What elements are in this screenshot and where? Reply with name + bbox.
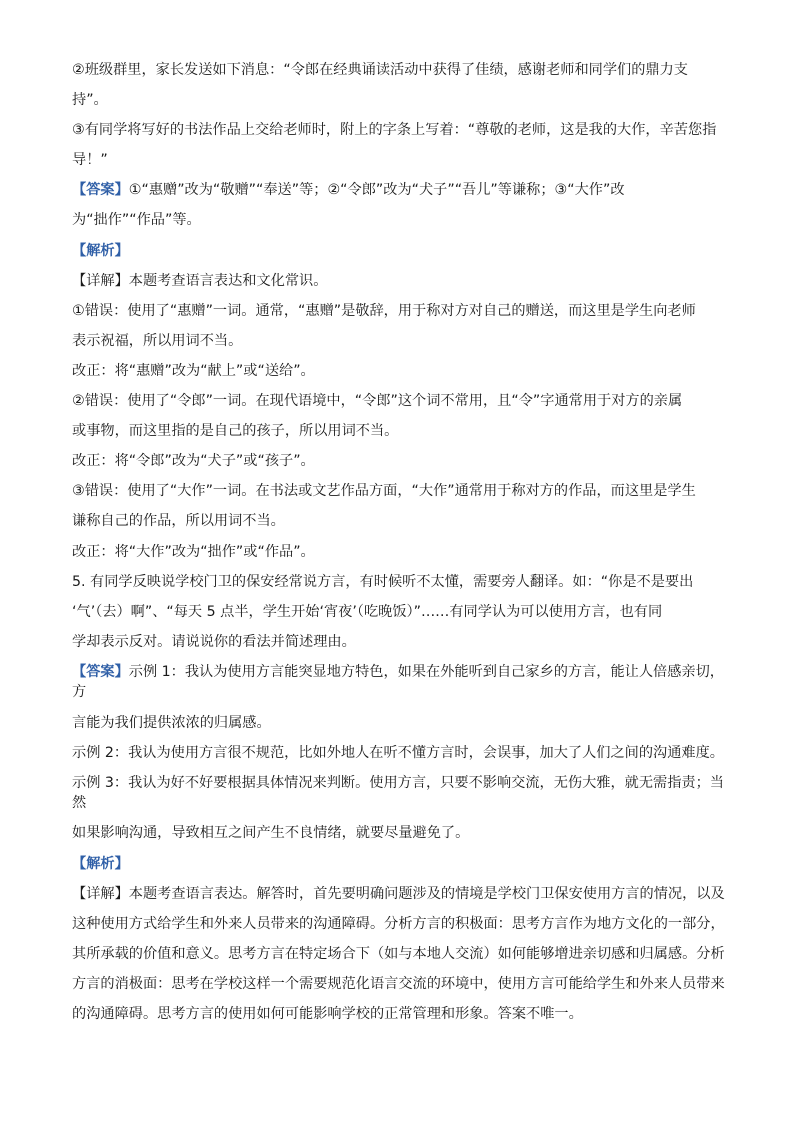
text-line: ①错误：使用了“惠赠”一词。通常，“惠赠”是敬辞，用于称对方对自己的赠送，而这里是学生向老师: [72, 302, 696, 319]
detail-text: 本题考查语言表达。解答时，首先要明确问题涉及的情境是学校门卫保安使用方言的情况，以及: [128, 885, 725, 902]
text-line: 如果影响沟通，导致相互之间产生不良情绪，就要尽量避免了。: [72, 825, 470, 842]
q4-fix-2: 改正：将“令郎”改为“犬子”或“孩子”。: [72, 453, 315, 470]
text-line: 5. 有同学反映说学校门卫的保安经常说方言，有时候听不太懂，需要旁人翻译。如：“你是不是要出: [72, 573, 694, 590]
text-line: [72, 884, 732, 905]
text-line: 谦称自己的作品，所以用词不当。: [72, 513, 285, 530]
text-line: ③有同学将写好的书法作品上交给老师时，附上的字条上写着：“尊敬的老师，这是我的大作，辛苦您指: [72, 122, 717, 139]
text-line: 这种使用方式给学生和外来人员带来的沟通障碍。分析方言的积极面：思考方言作为地方文化的一部分，: [72, 915, 725, 932]
text-line: 方言的消极面：思考在学校这样一个需要规范化语言交流的环境中，使用方言可能给学生和外来人员带来: [72, 975, 725, 992]
q4-error-3: [72, 481, 732, 532]
q5-analysis-heading: [72, 854, 732, 875]
q5-answer-example-1: [72, 662, 732, 733]
text-line: [72, 180, 732, 201]
item-2-text: [72, 60, 732, 111]
q4-detail-intro: [72, 271, 732, 292]
answer-text: 示例 1：我认为使用方言能突显地方特色，如果在外能听到自己家乡的方言，能让人倍感亲切，方: [72, 663, 724, 701]
text-line: 为“拙作”“作品”等。: [72, 212, 201, 229]
text-line: 示例 3：我认为好不好要根据具体情况来判断。使用方言，只要不影响交流，无伤大雅，就无需指责；当然: [72, 774, 724, 812]
item-3-text: [72, 120, 732, 171]
answer-tag: 【答案】: [72, 182, 129, 199]
text-line: ②班级群里，家长发送如下消息：“令郎在经典诵读活动中获得了佳绩，感谢老师和同学们的鼎力支: [72, 62, 688, 78]
q4-fix-1: 改正：将“惠赠”改为“献上”或“送给”。: [72, 362, 315, 379]
answer-text: ①“惠赠”改为“敬赠”“奉送”等；②“令郎”改为“犬子”“吾儿”等谦称；③“大作”改: [128, 182, 625, 199]
detail-tag: 【详解】: [72, 885, 129, 902]
text-line: [72, 662, 732, 703]
q4-error-1: [72, 301, 732, 352]
q4-error-2: [72, 391, 732, 442]
q5-detail: [72, 884, 732, 1025]
text-line: 表示祝福，所以用词不当。: [72, 332, 243, 349]
text-line: 其所承载的价值和意义。思考方言在特定场合下（如与本地人交流）如何能够增进亲切感和归属感。分析: [72, 945, 725, 962]
text-line: ‘气’（去）啊”、“每天 5 点半，学生开始‘宵夜’（吃晚饭）”……有同学认为可以使用方言，也有同: [72, 603, 663, 620]
q4-answer: [72, 180, 732, 231]
document-page: [72, 60, 732, 1034]
text-line: 学却表示反对。请说说你的看法并简述理由。: [72, 633, 356, 650]
q5-answer-example-3: [72, 773, 732, 844]
q4-fix-3: 改正：将“大作”改为“拙作”或“作品”。: [72, 543, 315, 560]
analysis-tag: 【解析】: [72, 242, 129, 259]
text-line: 或事物，而这里指的是自己的孩子，所以用词不当。: [72, 423, 399, 440]
q5-question: [72, 572, 732, 653]
text-line: ③错误：使用了“大作”一词。在书法或文艺作品方面，“大作”通常用于称对方的作品，而这里是学生: [72, 483, 696, 500]
text-line: 导！”: [72, 152, 108, 169]
text-line: ②错误：使用了“令郎”一词。在现代语境中，“令郎”这个词不常用，且“令”字通常用于对方的亲属: [72, 393, 683, 410]
text-line: 的沟通障碍。思考方言的使用如何可能影响学校的正常管理和形象。答案不唯一。: [72, 1006, 583, 1022]
detail-text: 本题考查语言表达和文化常识。: [128, 272, 328, 289]
q5-answer-example-2: 示例 2：我认为使用方言很不规范，比如外地人在听不懂方言时，会误事，加大了人们之间的沟通难度。: [72, 744, 724, 761]
analysis-tag: 【解析】: [72, 855, 129, 872]
answer-tag: 【答案】: [72, 663, 129, 680]
q4-analysis-heading: [72, 241, 732, 262]
text-line: 持”。: [72, 92, 108, 109]
text-line: 言能为我们提供浓浓的归属感。: [72, 714, 271, 731]
detail-tag: 【详解】: [72, 272, 129, 289]
